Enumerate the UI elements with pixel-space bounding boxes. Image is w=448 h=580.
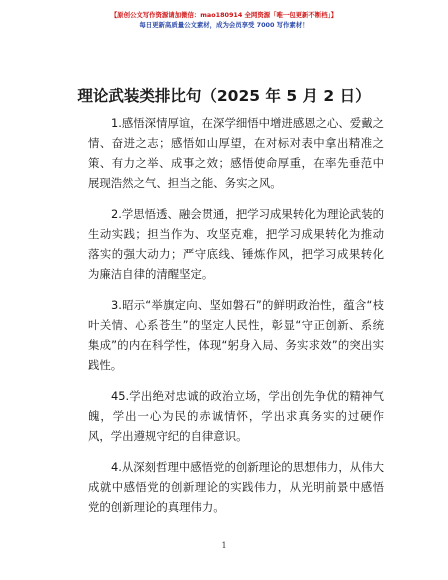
page-number: 1: [221, 541, 227, 550]
header-banner: [0, 10, 448, 30]
paragraph-2: 2.学思悟透、融会贯通，把学习成果转化为理论武装的生动实践；担当作为、攻坚克难，把学习成果转化为推动落实的强大动力；严守底线、锤炼作风，把学习成果转化为廉洁自律的清醒坚定。: [88, 207, 384, 281]
document-body: [88, 113, 384, 528]
paragraph-3: 3.昭示“举旗定向、坚如磐石”的鲜明政治性，蕴含“枝叶关情、心系苍生”的坚定人民性，彰显“守正创新、系统集成”的内在科学性，体现“躬身入局、务实求效”的突出实践性。: [88, 298, 384, 372]
banner-promo-line: 【原创公文写作资源请加微信：mao180914 全网资源「唯一包更新不断档」】: [110, 11, 338, 19]
paragraph-4: 45.学出绝对忠诚的政治立场，学出创先争优的精神气魄，学出一心为民的赤诚情怀，学出求真务实的过硬作风，学出遵规守纪的自律意识。: [88, 389, 384, 443]
paragraph-5: 4.从深刻哲理中感悟党的创新理论的思想伟力，从伟大成就中感悟党的创新理论的实践伟力，从光明前景中感悟党的创新理论的真理伟力。: [88, 460, 384, 514]
document-title: 理论武装类排比句（2025 年 5 月 2 日）: [77, 87, 371, 105]
banner-member-line: 每日更新高质量公文素材，成为会员享受 7000 写作素材！: [139, 21, 309, 29]
paragraph-1: 1.感悟深情厚谊，在深学细悟中增进感恩之心、爱戴之情、奋进之志；感悟如山厚望，在对标对表中拿出精准之策、有力之举、成事之效；感悟使命厚重，在率先垂范中展现浩然之气、担当之能、务实之风。: [88, 116, 384, 190]
